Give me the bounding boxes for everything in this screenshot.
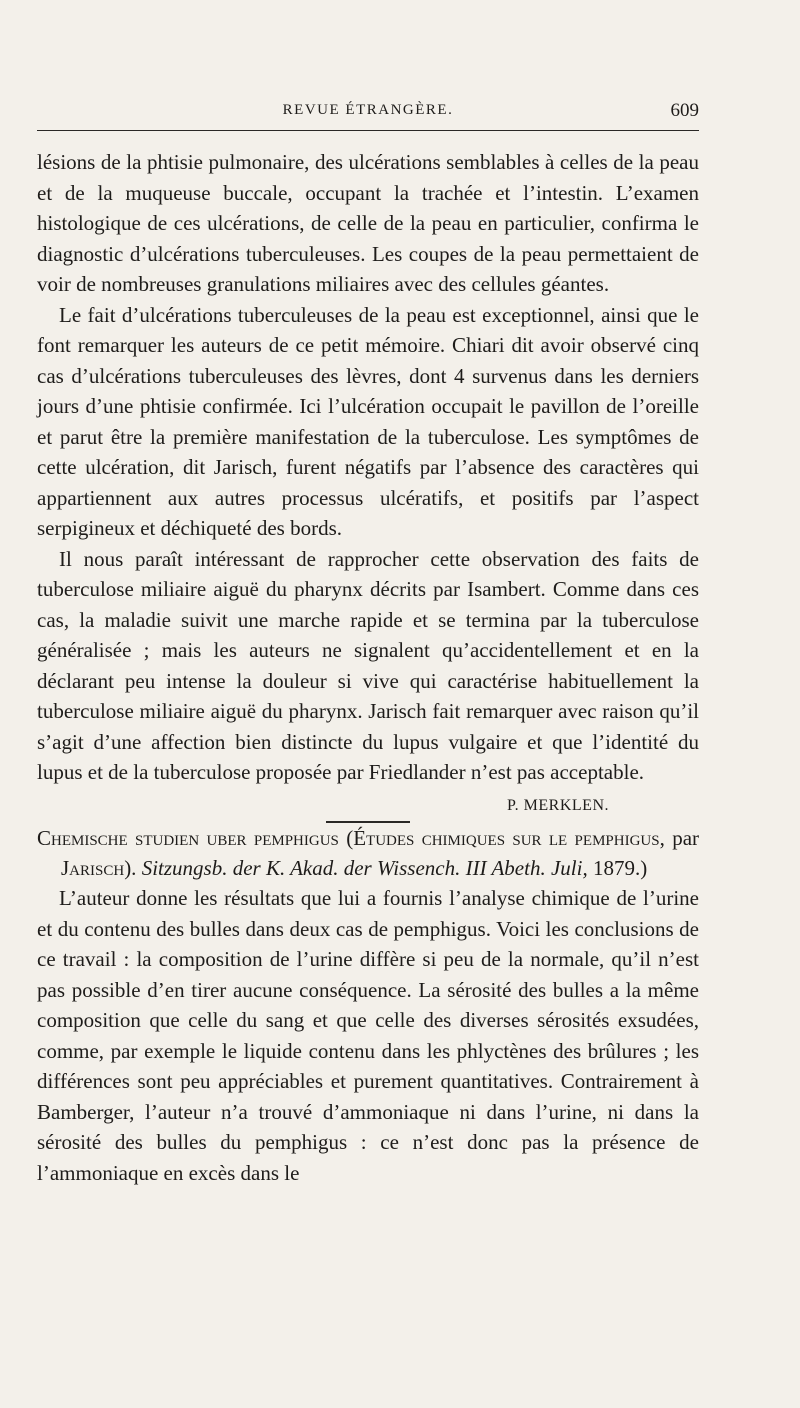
- running-header: [37, 96, 699, 131]
- paragraph-continued: lésions de la phtisie pulmonaire, des ulcérations semblables à celles de la peau et de la muqueuse buccale, occupant la trachée et l’intestin. L’examen histologique de ces ulcérations, de celle de la peau en particulier, confirma le diagnostic d’ulcérations tuberculeuses. Les coupes de la peau permettaient de voir de nombreuses granulations miliaires avec des cellules géantes.: [37, 150, 699, 296]
- page-number: 609: [670, 100, 699, 121]
- article-title-french: (Études chimiques sur le pemphigus,: [346, 826, 665, 850]
- book-page: [37, 96, 699, 1188]
- article-source: Sitzungsb. der K. Akad. der Wissench. III Abeth. Juli,: [141, 856, 588, 880]
- running-title: REVUE ÉTRANGÈRE.: [282, 102, 454, 118]
- paragraph: Le fait d’ulcérations tuberculeuses de la peau est exceptionnel, ainsi que le font remarquer les auteurs de ce petit mémoire. Chiari dit avoir observé cinq cas d’ulcérations tuberculeuses des lèvres, dont 4 survenus dans les derniers jours d’une phtisie confirmée. Ici l’ulcération occupait le pavillon de l’oreille et parut être la première manifestation de la tuberculose. Les symptômes de cette ulcération, dit Jarisch, furent négatifs par l’absence des caractères qui appartiennent aux autres processus ulcératifs, et positifs par l’aspect serpigineux et déchiqueté des bords.: [37, 302, 699, 540]
- article-title-german: Chemische studien uber pemphigus: [37, 826, 339, 850]
- author-signature: P. MERKLEN.: [507, 796, 609, 814]
- article-heading: [37, 823, 699, 883]
- article-year: 1879.): [592, 856, 648, 880]
- article-author: Jarisch: [61, 856, 125, 880]
- article-by: par: [672, 826, 700, 850]
- article-after-author: ).: [124, 856, 137, 880]
- paragraph: Il nous paraît intéressant de rapprocher cette observation des faits de tuberculose miliaire aiguë du pharynx décrits par Isambert. Comme dans ces cas, la maladie suivit une marche rapide et se termina par la tuberculose généralisée ; mais les auteurs ne signalent qu’accidentellement et en la déclarant peu intense la douleur si vive qui caractérise habituellement la tuberculose miliaire aiguë du pharynx. Jarisch fait remarquer avec raison qu’il s’agit d’une affection bien distincte du lupus vulgaire et que l’identité du lupus et de la tuberculose proposée par Friedlander n’est pas acceptable.: [37, 546, 699, 784]
- article-abstract: L’auteur donne les résultats que lui a fournis l’analyse chimique de l’urine et du contenu des bulles dans deux cas de pemphigus. Voici les conclusions de ce travail : la composition de l’urine diffère si peu de la normale, qu’il n’est pas possible d’en tirer aucune conséquence. La sérosité des bulles a la même composition que celle du sang et que celle des diverses sérosités exsudées, comme, par exemple le liquide contenu dans les phlyctènes des brûlures ; les différences sont peu appréciables et purement quantitatives. Contrairement à Bamberger, l’auteur n’a trouvé d’ammoniaque ni dans l’urine, ni dans la sérosité des bulles du pemphigus : ce n’est donc pas la présence de l’ammoniaque en excès dans le: [37, 886, 699, 1185]
- page-body: [37, 147, 699, 1188]
